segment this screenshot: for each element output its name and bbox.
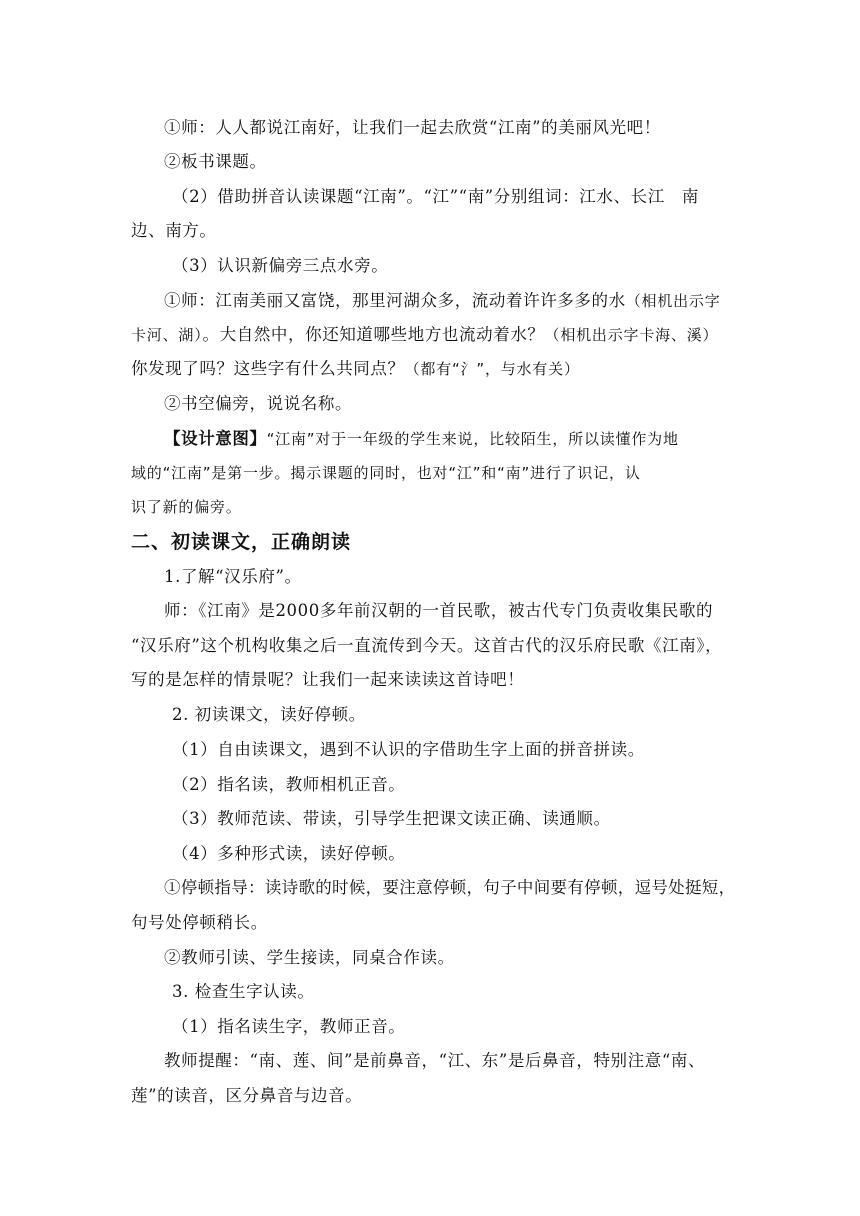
paragraph-line: （3）教师范读、带读，引导学生把课文读正确、读通顺。 — [172, 809, 611, 828]
design-intent-line — [164, 428, 679, 450]
paragraph-line: ②板书课题。 — [164, 152, 267, 171]
design-intent-line: 域的“江南”是第一步。揭示课题的同时，也对“江”和“南”进行了识记，认 — [131, 464, 641, 482]
paragraph-line: 莲”的读音，区分鼻音与边音。 — [131, 1086, 363, 1105]
paragraph-text: ①师：江南美丽又富饶，那里河湖众多，流动着许许多多的水 — [164, 291, 626, 310]
paragraph-text: 你发现了吗？这些字有什么共同点？ — [131, 359, 405, 378]
parenthetical-note: （都有“氵”，与水有关） — [404, 360, 580, 378]
paragraph-text: 。大自然中，你还知道哪些地方也流动着水？ — [202, 325, 545, 344]
paragraph-line: “汉乐府”这个机构收集之后一直流传到今天。这首古代的汉乐府民歌《江南》， — [131, 636, 723, 655]
paragraph-line: 师：《江南》是2000多年前汉朝的一首民歌，被古代专门负责收集民歌的 — [164, 601, 714, 620]
paragraph-line: ①停顿指导：读诗歌的时候，要注意停顿，句子中间要有停顿，逗号处挺短， — [164, 878, 736, 897]
paragraph-line: （3）认识新偏旁三点水旁。 — [172, 256, 389, 275]
paragraph-line — [131, 358, 580, 380]
paragraph-line: 句号处停顿稍长。 — [131, 913, 268, 932]
paragraph-line: （1）自由读课文，遇到不认识的字借助生字上面的拼音拼读。 — [172, 740, 645, 759]
parenthetical-note: （相机出示字 — [625, 292, 721, 310]
paragraph-line — [131, 324, 718, 346]
paragraph-line: ②教师引读、学生接读，同桌合作读。 — [164, 948, 455, 967]
paragraph-line — [164, 290, 721, 312]
paragraph-line: 1.了解“汉乐府”。 — [164, 567, 302, 586]
paragraph-line: （2）借助拼音认读课题“江南”。“江”“南”分别组词：江水、长江 南 — [172, 187, 700, 206]
paragraph-line: 教师提醒：“南、莲、间”是前鼻音，“江、东”是后鼻音，特别注意“南、 — [164, 1051, 706, 1070]
paragraph-line: 2. 初读课文，读好停顿。 — [172, 705, 366, 724]
paragraph-line: （2）指名读，教师相机正音。 — [172, 775, 406, 794]
parenthetical-note: 卡河、湖） — [131, 326, 203, 344]
design-intent-text: “江南”对于一年级的学生来说，比较陌生，所以读懂作为地 — [266, 430, 679, 448]
paragraph-line: 3. 检查生字认读。 — [172, 982, 315, 1001]
section-heading: 二、初读课文，正确朗读 — [131, 531, 352, 553]
paragraph-line: （1）指名读生字，教师正音。 — [172, 1017, 406, 1036]
design-intent-label: 【设计意图】 — [164, 429, 267, 448]
paragraph-line: （4）多种形式读，读好停顿。 — [172, 844, 406, 863]
paragraph-line: ②书空偏旁，说说名称。 — [164, 394, 353, 413]
paragraph-line: 边、南方。 — [131, 221, 217, 240]
design-intent-line: 识了新的偏旁。 — [131, 498, 242, 516]
paragraph-line: ①师：人人都说江南好，让我们一起去欣赏“江南”的美丽风光吧！ — [164, 118, 661, 137]
paragraph-line: 写的是怎样的情景呢？让我们一起来读读这首诗吧！ — [131, 670, 525, 689]
parenthetical-note: （相机出示字卡海、溪） — [544, 326, 719, 344]
